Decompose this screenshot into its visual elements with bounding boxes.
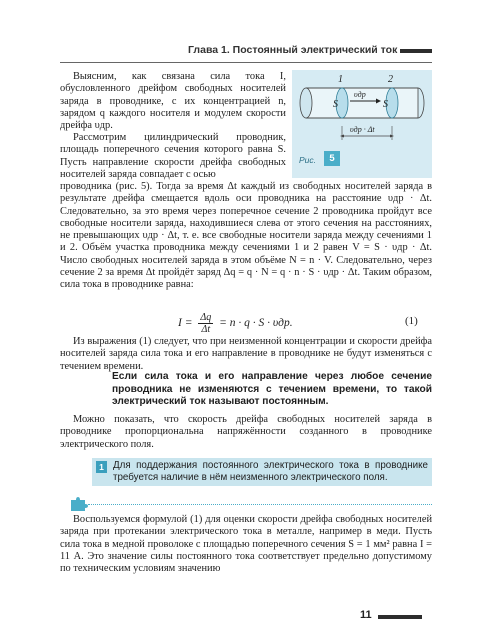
figure-5 <box>292 70 432 178</box>
label-area-left: S <box>333 99 338 110</box>
header-rule <box>60 62 432 63</box>
puzzle-icon <box>68 497 88 511</box>
paragraph-intro: Выясним, как связана сила тока I, обусловленного дрейфом свободных носителей заряда в проводнике, с их концентрацией n, зарядом q каждого носителя и модулем скорости дрейфа υдр. <box>60 71 286 132</box>
page-number: 11 <box>360 609 372 621</box>
paragraph-copper-example: Воспользуемся формулой (1) для оценки скорости дрейфа свободных носителей заряда при протекании электрического тока в металле, например в меди. Пусть сила тока в медной проволоке с площадью поперечного сечения S = 1 мм² равна I = 11 А. Это значение силы постоянного тока соответствует предельно допустимому по техническим условиям значению <box>60 514 432 575</box>
running-header <box>0 40 500 66</box>
formula-rhs: = n · q · S · υдр. <box>219 317 293 330</box>
footer-bar <box>378 615 422 619</box>
formula-expression <box>178 312 293 335</box>
label-distance: υдр · Δt <box>350 125 375 134</box>
figure-number-badge: 5 <box>324 151 340 166</box>
separator-dotted-line <box>88 504 432 505</box>
note-badge: 1 <box>96 461 107 473</box>
paragraph-drift-field: Можно показать, что скорость дрейфа свободных носителей заряда в проводнике пропорциональна напряжённости созданного в проводнике электрического поля. <box>60 414 432 450</box>
section-separator <box>68 498 432 510</box>
formula-numerator: Δq <box>200 312 212 323</box>
label-velocity: υдр <box>354 90 366 99</box>
paragraph-conductor-top: Рассмотрим цилиндрический проводник, площадь поперечного сечения которого равна S. Пусть направление скорости дрейфа свободных носителей заряда совпадает с осью <box>60 132 286 180</box>
cylinder-right-end <box>418 88 424 118</box>
definition-direct-current: Если сила тока и его направление через любое сечение проводника не изменяются с течением времени, то такой электрический ток называют постоянным. <box>112 371 432 408</box>
figure-caption: Рис. <box>299 155 317 165</box>
formula-lhs: I = <box>178 317 193 330</box>
paragraph-conclusion: Из выражения (1) следует, что при неизменной концентрации и скорости дрейфа носителей заряда сила тока и его направление в проводнике не будут изменяться с течением времени. <box>60 336 432 372</box>
paragraph-conductor-body: проводника (рис. 5). Тогда за время Δt каждый из свободных носителей заряда в результате дрейфа смещается вдоль оси проводника на расстояние υдр · Δt. Следовательно, за это время через поперечное сечение 2 проводника пройдут все свободные носители заряда, находившиеся слева от этого сечения на расстояниях, не превышающих υдр · Δt, т. е. все свободные носители заряда между сечениями 1 и 2. Объём участка проводника между сечениями 1 и 2 равен V = S · υдр · Δt. Число свободных носителей заряда в этом объёме N = n · V. Следовательно, через сечение 2 за время Δt пройдёт заряд Δq = q · N = q · n · S · υдр · Δt. Таким образом, сила тока в проводнике равна: <box>60 181 432 291</box>
chapter-title: Глава 1. Постоянный электрический ток <box>188 44 398 56</box>
formula-number: (1) <box>405 315 418 327</box>
note-box <box>92 458 432 486</box>
formula-1 <box>60 302 432 336</box>
formula-fraction <box>198 312 213 335</box>
cylinder-left-end <box>300 88 312 118</box>
label-area-right: S <box>383 99 388 110</box>
page-footer <box>360 609 432 625</box>
header-bar <box>400 49 432 53</box>
label-section-1: 1 <box>338 74 343 85</box>
label-section-2: 2 <box>388 74 393 85</box>
note-text: Для поддержания постоянного электрического тока в проводнике требуется наличие в нём неизменного электрического поля. <box>113 460 428 484</box>
formula-denominator: Δt <box>201 324 211 335</box>
